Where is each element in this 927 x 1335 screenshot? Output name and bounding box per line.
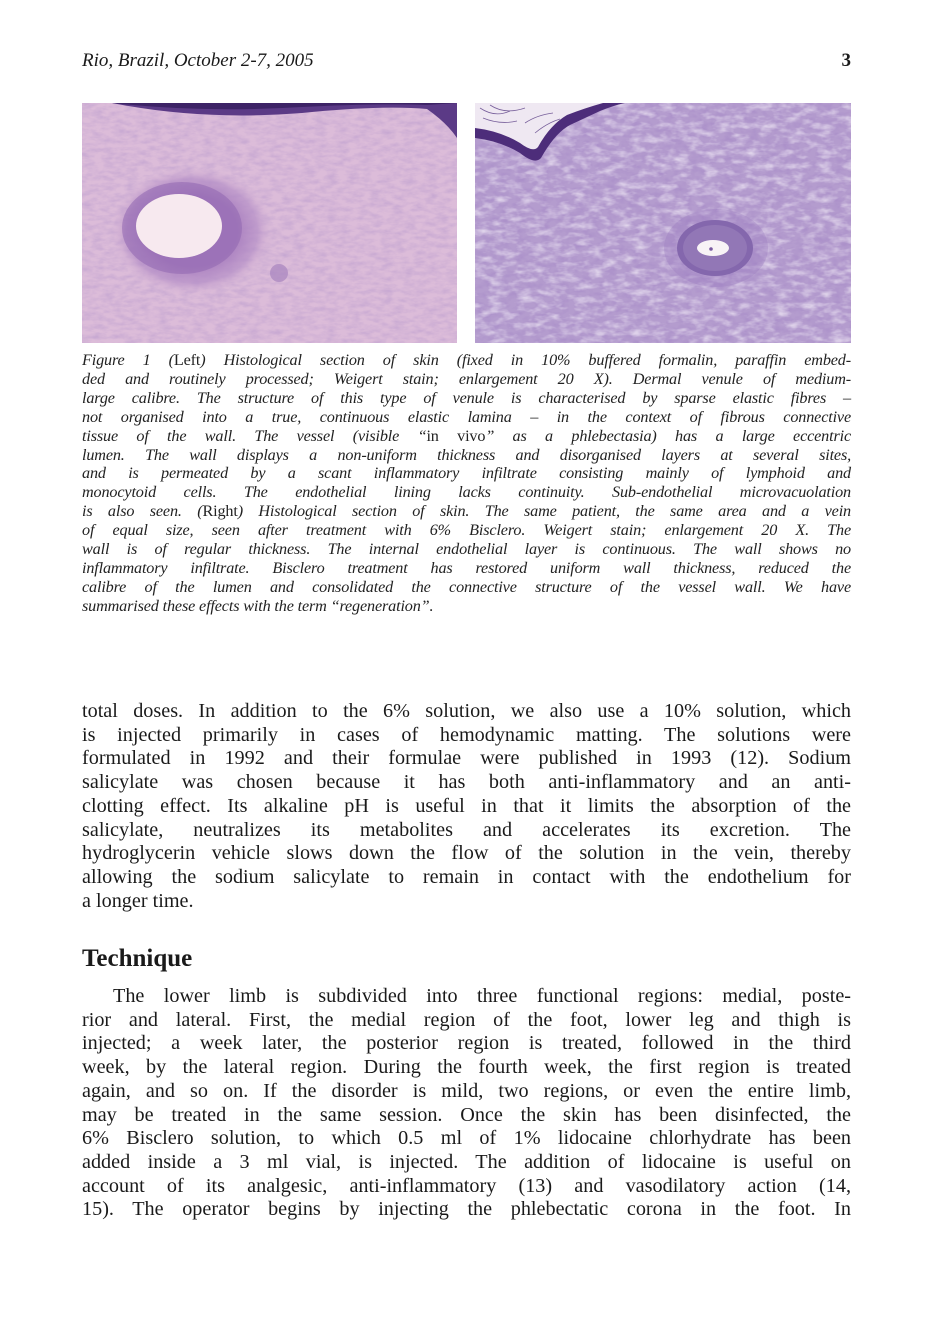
caption-line: monocytoid cells. The endothelial lining lacks continuity. Sub-endothelial microvacuolation [82, 483, 851, 502]
caption-line: not organised into a true, continuous elastic lamina – in the context of fibrous connective [82, 407, 851, 426]
running-head [82, 50, 851, 76]
caption-line: of equal size, seen after treatment with 6% Bisclero. Weigert stain; enlargement 20 X. The [82, 521, 851, 540]
caption-line: inflammatory infiltrate. Bisclero treatment has restored uniform wall thickness, reduced the [82, 558, 851, 577]
caption-line: wall is of regular thickness. The internal endothelial layer is continuous. The wall shows no [82, 540, 851, 559]
text-line: week, by the lateral region. During the fourth week, the first region is treated [82, 1056, 851, 1079]
text-line: may be treated in the same session. Once the skin has been disinfected, the [82, 1103, 851, 1126]
text-line: account of its analgesic, anti-inflammatory (13) and vasodilatory action (14, [82, 1174, 851, 1197]
text-line: allowing the sodium salicylate to remain in contact with the endothelium for [82, 865, 851, 888]
text-line: formulated in 1992 and their formulae were published in 1993 (12). Sodium [82, 747, 851, 770]
caption-line: lumen. The wall displays a non-uniform thickness and disorganised layers at several sites, [82, 445, 851, 464]
text-line: 6% Bisclero solution, to which 0.5 ml of 1% lidocaine chlorhydrate has been [82, 1127, 851, 1150]
caption-line: is also seen. (Right) Histological section of skin. The same patient, the same area and a vein [82, 502, 851, 521]
caption-line: ded and routinely processed; Weigert stain; enlargement 20 X). Dermal venule of medium- [82, 369, 851, 388]
text-line: added inside a 3 ml vial, is injected. The addition of lidocaine is useful on [82, 1150, 851, 1173]
text-line: again, and so on. If the disorder is mild, two regions, or even the entire limb, [82, 1079, 851, 1102]
histology-before-treatment-image [82, 103, 457, 343]
caption-line: tissue of the wall. The vessel (visible “in vivo” as a phlebectasia) has a large eccentric [82, 426, 851, 445]
text-line: 15). The operator begins by injecting the phlebectatic corona in the foot. In [82, 1198, 851, 1221]
text-line: salicylate was chosen because it has both anti-inflammatory and an anti- [82, 771, 851, 794]
caption-line: Figure 1 (Left) Histological section of skin (fixed in 10% buffered formalin, paraffin embed- [82, 351, 851, 369]
caption-in-vivo: in vivo [426, 426, 486, 445]
text-line: a longer time. [82, 889, 194, 912]
page-number: 3 [841, 50, 851, 71]
text-line: is injected primarily in cases of hemodynamic matting. The solutions were [82, 723, 851, 746]
text-line: injected; a week later, the posterior region is treated, followed in the third [82, 1032, 851, 1055]
text-line: total doses. In addition to the 6% solution, we also use a 10% solution, which [82, 700, 851, 722]
body-paragraph-2 [82, 985, 851, 1222]
caption-label-left: Left [173, 351, 201, 369]
text-line: salicylate, neutralizes its metabolites and accelerates its excretion. The [82, 818, 851, 841]
figure-image-left-histology [82, 103, 457, 343]
caption-label-right: Right [202, 502, 238, 521]
text-line: hydroglycerin vehicle slows down the flow of the solution in the vein, thereby [82, 842, 851, 865]
caption-line: and is permeated by a scant inflammatory infiltrate consisting mainly of lymphoid and [82, 464, 851, 483]
figure-caption [82, 351, 851, 616]
body-paragraph-1 [82, 700, 851, 913]
section-heading-technique: Technique [82, 945, 193, 972]
figure-image-right-histology [475, 103, 851, 343]
text-line: The lower limb is subdivided into three functional regions: medial, poste- [113, 985, 851, 1007]
conference-location-date: Rio, Brazil, October 2-7, 2005 [82, 50, 314, 71]
caption-line: summarised these effects with the term “regeneration”. [82, 596, 434, 615]
text-line: rior and lateral. First, the medial region of the foot, lower leg and thigh is [82, 1008, 851, 1031]
caption-line: calibre of the lumen and consolidated the connective structure of the vessel wall. We have [82, 577, 851, 596]
histology-after-treatment-image [475, 103, 851, 343]
caption-line: large calibre. The structure of this type of venule is characterised by sparse elastic fibres – [82, 388, 851, 407]
text-line: clotting effect. Its alkaline pH is useful in that it limits the absorption of the [82, 794, 851, 817]
